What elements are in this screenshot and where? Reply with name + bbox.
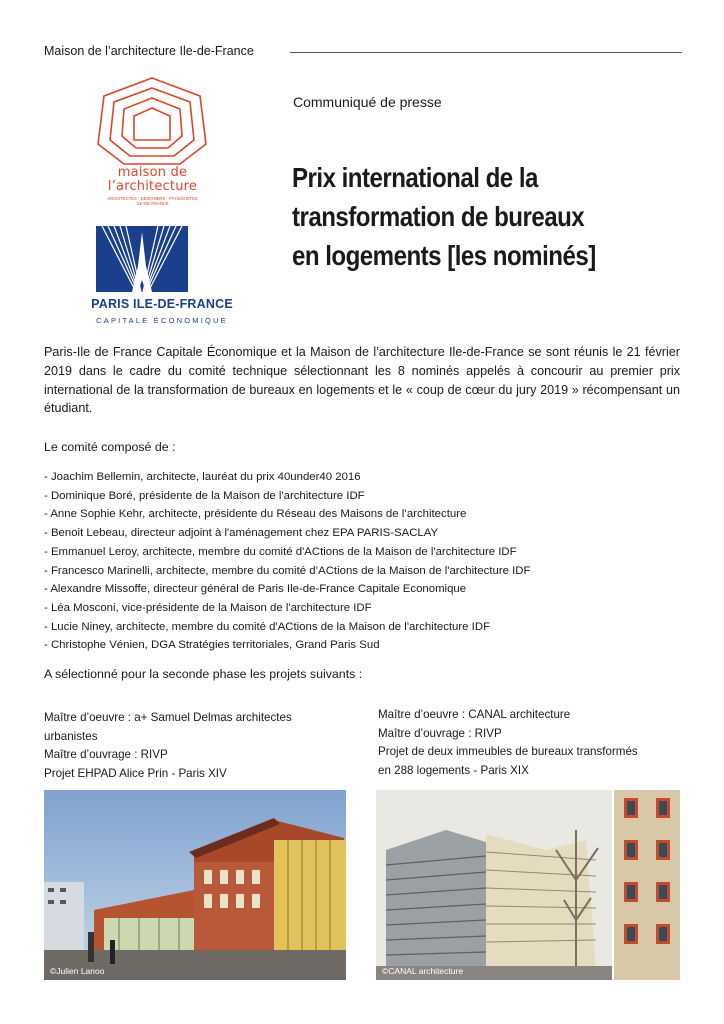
project-1-details	[44, 709, 354, 783]
title-line-3: en logements [les nominés]	[292, 240, 596, 271]
header-org: Maison de l’architecture Ile-de-France	[44, 44, 254, 58]
list-item: - Joachim Bellemin, architecte, lauréat du prix 40under40 2016	[44, 471, 361, 483]
list-item: - Léa Mosconi, vice-présidente de la Maison de l'architecture IDF	[44, 601, 372, 614]
committee-heading: Le comité composé de :	[44, 440, 176, 454]
project-1-line: Projet EHPAD Alice Prin - Paris XIV	[44, 766, 227, 780]
project-1-line: Maître d’ouvrage : RIVP	[44, 748, 168, 761]
eiffel-tower-logo-icon	[96, 226, 188, 292]
photo-2-credit: ©CANAL architecture	[382, 966, 464, 976]
project-2-line: Projet de deux immeubles de bureaux transformés	[378, 745, 638, 758]
maison-logo	[90, 74, 215, 224]
project-2-photo	[376, 790, 680, 980]
paris-idf-name: PARIS ILE-DE-FRANCE	[91, 297, 233, 311]
project-2-details	[378, 706, 678, 780]
paris-idf-subtitle: CAPITALE ÉCONOMIQUE	[96, 316, 228, 325]
header-rule	[290, 52, 682, 53]
maison-logo-sub2: ÎLE-DE-FRANCE	[136, 201, 169, 206]
title-line-2: transformation de bureaux	[292, 201, 585, 232]
project-1-photo	[44, 790, 346, 980]
maison-logo-line1: maison de	[117, 165, 188, 180]
list-item: - Christophe Vénien, DGA Stratégies territoriales, Grand Paris Sud	[44, 639, 380, 652]
project-1-line: Maître d’oeuvre : a+ Samuel Delmas architectes	[44, 711, 292, 724]
photo-1-credit: ©Julien Lanoo	[50, 966, 105, 976]
project-2-line: Maître d’oeuvre : CANAL architecture	[378, 708, 571, 721]
list-item: - Alexandre Missoffe, directeur général de Paris Ile-de-France Capitale Economique	[44, 583, 467, 596]
list-item: - Emmanuel Leroy, architecte, membre du comité d'ACtions de la Maison de l'architecture IDF	[44, 545, 517, 558]
list-item: - Anne Sophie Kehr, architecte, présidente du Réseau des Maisons de l’architecture	[44, 508, 467, 521]
maison-logo-line2: l’architecture	[107, 179, 198, 194]
project-2-line: en 288 logements - Paris XIX	[378, 763, 529, 777]
page-title	[292, 158, 636, 275]
intro-paragraph: Paris-Ile de France Capitale Économique et la Maison de l’architecture Ile-de-France se sont réunis le 21 février 2019 dans le cadre du comité technique sélectionnant les 8 nominés appelés à concourir au premier prix international de la transformation de bureaux en logements et le « coup de cœur du jury 2019 » récompensant un étudiant.	[44, 345, 680, 416]
maison-logo-sub1: ARCHITECTES · DESIGNERS · PAYSAGISTES	[107, 196, 198, 201]
selection-heading: A sélectionné pour la seconde phase les projets suivants :	[44, 667, 363, 681]
list-item: - Dominique Boré, présidente de la Maison de l'architecture IDF	[44, 489, 365, 502]
committee-list	[44, 468, 530, 655]
list-item: - Francesco Marinelli, architecte, membre du comité d’ACtions de la Maison de l'architecture IDF	[44, 564, 531, 577]
project-1-line: urbanistes	[44, 729, 98, 743]
project-2-line: Maître d’ouvrage : RIVP	[378, 726, 502, 740]
house-outline-icon	[90, 74, 215, 169]
list-item: - Benoit Lebeau, directeur adjoint à l'aménagement chez EPA PARIS-SACLAY	[44, 527, 439, 540]
list-item: - Lucie Niney, architecte, membre du comité d'ACtions de la Maison de l'architecture IDF	[44, 620, 491, 633]
communique-label: Communiqué de presse	[293, 94, 442, 110]
title-line-1: Prix international de la	[292, 162, 538, 193]
